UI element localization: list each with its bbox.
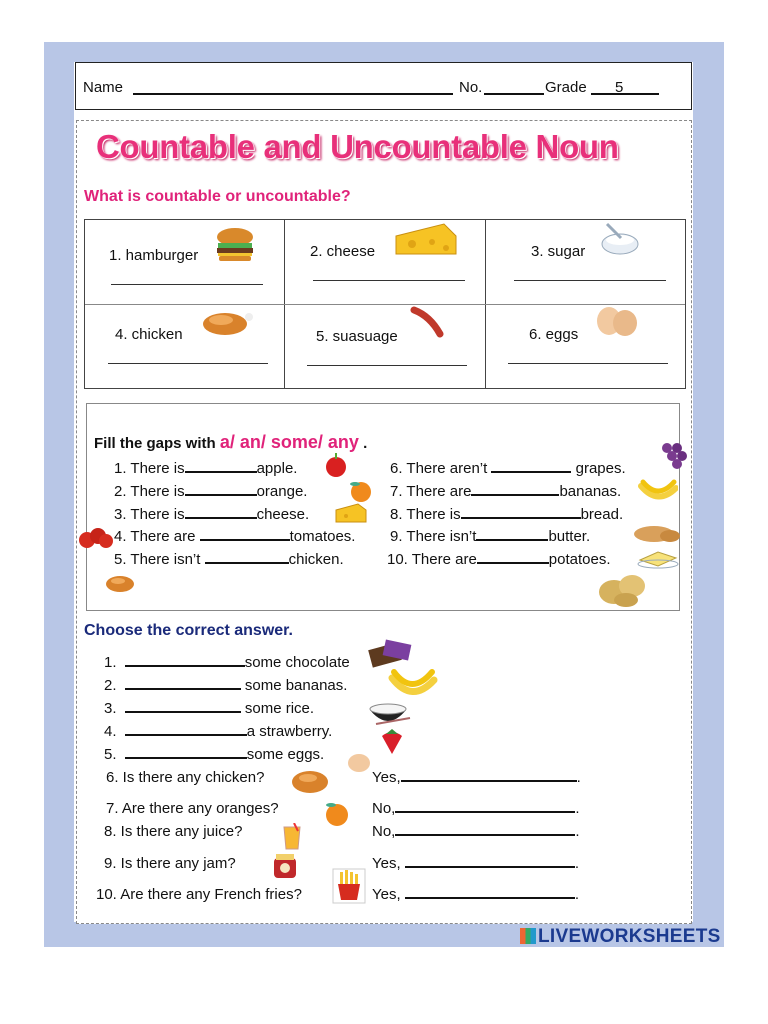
page-title: Countable and Uncountable Noun — [96, 128, 619, 165]
answer-row-6: Yes, . — [372, 769, 581, 786]
chocolate-icon — [366, 638, 416, 670]
chicken-icon — [197, 307, 255, 337]
orange-icon — [346, 479, 376, 503]
answer-line[interactable] — [313, 280, 465, 281]
answer-field[interactable] — [125, 757, 247, 759]
gap-field[interactable] — [205, 562, 289, 564]
gap-row-2: 2. There is orange. — [114, 483, 308, 500]
jam-jar-icon — [268, 850, 302, 882]
gap-field[interactable] — [185, 517, 257, 519]
gap-field[interactable] — [185, 494, 257, 496]
noun-sausage: 5. suasuage — [316, 328, 398, 345]
section3-heading: Choose the correct answer. — [84, 622, 293, 639]
choose-row-1: 1. some chocolate — [104, 654, 350, 671]
question-6: 6. Is there any chicken? — [106, 769, 265, 786]
gap-row-5: 5. There isn’t chicken. — [114, 551, 344, 568]
name-label: Name — [83, 79, 124, 96]
name-field[interactable] — [133, 93, 453, 95]
grade-label: Grade — [545, 79, 587, 96]
butter-icon — [636, 546, 680, 570]
answer-field[interactable] — [125, 688, 241, 690]
gap-row-4: 4. There are tomatoes. — [114, 528, 356, 545]
noun-cheese: 2. cheese — [310, 243, 376, 260]
answer-field[interactable] — [125, 665, 245, 667]
chicken-icon — [288, 764, 334, 798]
strawberry-icon — [378, 726, 406, 756]
gap-row-6: 6. There aren’t grapes. — [390, 460, 626, 477]
grade-field[interactable] — [591, 93, 659, 95]
french-fries-icon — [332, 868, 366, 904]
noun-sugar: 3. sugar — [531, 243, 586, 260]
gap-row-1: 1. There is apple. — [114, 460, 298, 477]
potatoes-icon — [596, 570, 648, 608]
gap-field[interactable] — [477, 562, 549, 564]
choose-row-2: 2. some bananas. — [104, 677, 348, 694]
choose-row-5: 5. some eggs. — [104, 746, 325, 763]
question-9: 9. Is there any jam? — [104, 855, 236, 872]
bread-icon — [632, 522, 682, 544]
gap-row-8: 8. There is bread. — [390, 506, 624, 523]
answer-field[interactable] — [405, 866, 575, 868]
answer-field[interactable] — [125, 734, 247, 736]
answer-line[interactable] — [508, 363, 668, 364]
choose-row-3: 3. some rice. — [104, 700, 315, 717]
tomatoes-icon — [78, 526, 114, 550]
gap-field[interactable] — [461, 517, 581, 519]
rice-bowl-icon — [366, 696, 412, 730]
gap-field[interactable] — [491, 471, 571, 473]
answer-field[interactable] — [401, 780, 577, 782]
noun-eggs: 6. eggs — [529, 326, 579, 343]
juice-icon — [280, 823, 304, 851]
cheese-icon — [334, 502, 368, 524]
answer-line[interactable] — [307, 365, 467, 366]
liveworksheets-logo: LIVEWORKSHEETS — [520, 926, 721, 948]
answer-field[interactable] — [125, 711, 241, 713]
gap-row-7: 7. There are bananas. — [390, 483, 622, 500]
bananas-icon — [638, 478, 678, 504]
gap-field[interactable] — [200, 539, 290, 541]
egg-icon — [344, 752, 374, 774]
section1-heading: What is countable or uncountable? — [84, 188, 351, 205]
sausage-icon — [410, 306, 446, 338]
question-7: 7. Are there any oranges? — [106, 800, 279, 817]
gap-row-9: 9. There isn’t butter. — [390, 528, 591, 545]
logo-icon — [520, 928, 536, 944]
grapes-icon — [655, 436, 691, 472]
chicken-icon — [103, 570, 139, 594]
answer-row-8: No, . — [372, 823, 580, 840]
choose-row-4: 4. a strawberry. — [104, 723, 333, 740]
answer-field[interactable] — [395, 834, 575, 836]
answer-row-7: No, . — [372, 800, 580, 817]
gap-field[interactable] — [185, 471, 257, 473]
answer-line[interactable] — [111, 284, 263, 285]
no-label: No. — [459, 79, 483, 96]
apple-icon — [324, 452, 348, 478]
orange-icon — [322, 800, 352, 828]
name-box — [75, 62, 692, 110]
answer-line[interactable] — [108, 363, 268, 364]
noun-chicken: 4. chicken — [115, 326, 183, 343]
number-field[interactable] — [484, 93, 544, 95]
sugar-bowl-icon — [599, 220, 641, 260]
answer-row-10: Yes, . — [372, 886, 579, 903]
gap-row-3: 3. There is cheese. — [114, 506, 310, 523]
article-options: a/ an/ some/ any — [219, 432, 359, 452]
question-8: 8. Is there any juice? — [104, 823, 243, 840]
section2-heading: Fill the gaps with a/ an/ some/ any . — [94, 432, 368, 452]
noun-hamburger: 1. hamburger — [109, 247, 199, 264]
answer-row-9: Yes, . — [372, 855, 579, 872]
eggs-icon — [593, 303, 641, 337]
gap-row-10: 10. There are potatoes. — [387, 551, 611, 568]
question-10: 10. Are there any French fries? — [96, 886, 302, 903]
gap-field[interactable] — [471, 494, 559, 496]
cheese-icon — [394, 222, 458, 258]
hamburger-icon — [214, 227, 256, 263]
answer-field[interactable] — [395, 811, 575, 813]
grade-value: 5 — [615, 79, 624, 96]
answer-field[interactable] — [405, 897, 575, 899]
answer-line[interactable] — [514, 280, 666, 281]
gap-field[interactable] — [476, 539, 548, 541]
